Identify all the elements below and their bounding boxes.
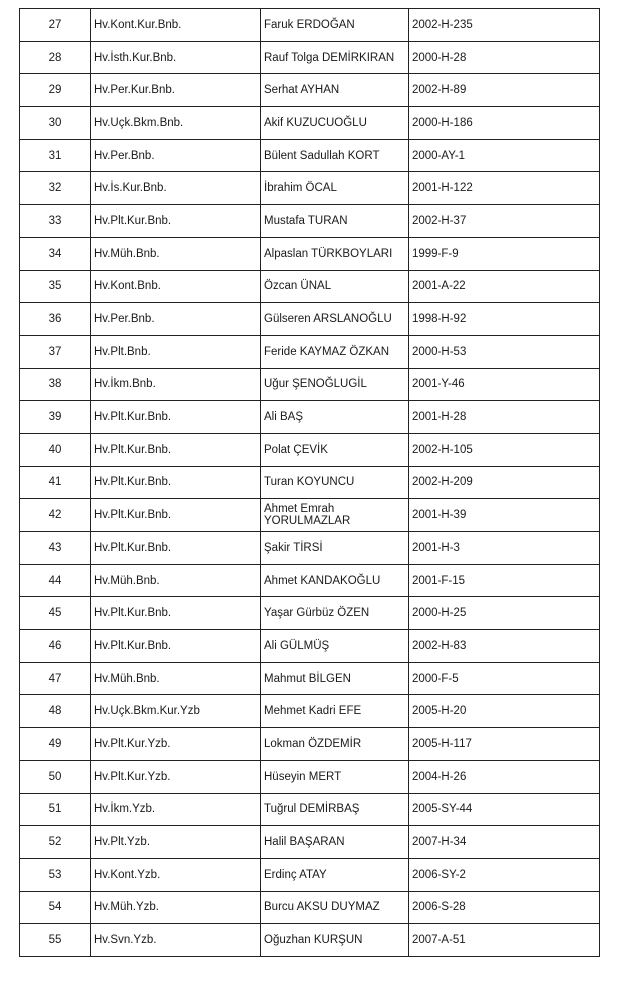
registry-code-cell: 1998-H-92 xyxy=(409,303,600,336)
table-row xyxy=(20,597,600,630)
registry-code-cell: 2001-A-22 xyxy=(409,270,600,303)
row-number: 35 xyxy=(20,270,91,303)
table-row xyxy=(20,499,600,532)
row-number: 27 xyxy=(20,9,91,42)
name-cell: Ali GÜLMÜŞ xyxy=(261,630,409,663)
row-number: 34 xyxy=(20,237,91,270)
name-cell: Serhat AYHAN xyxy=(261,74,409,107)
table-row xyxy=(20,41,600,74)
table-row xyxy=(20,172,600,205)
table-row xyxy=(20,237,600,270)
name-cell: Tuğrul DEMİRBAŞ xyxy=(261,793,409,826)
registry-code-cell: 2001-H-28 xyxy=(409,401,600,434)
table-row xyxy=(20,924,600,957)
name-cell: Turan KOYUNCU xyxy=(261,466,409,499)
registry-code-cell: 2000-H-25 xyxy=(409,597,600,630)
row-number: 33 xyxy=(20,205,91,238)
rank-cell: Hv.Per.Bnb. xyxy=(91,303,261,336)
name-cell: Mahmut BİLGEN xyxy=(261,662,409,695)
name-cell: Yaşar Gürbüz ÖZEN xyxy=(261,597,409,630)
table-row xyxy=(20,630,600,663)
table-row xyxy=(20,532,600,565)
name-cell: Ahmet Emrah YORULMAZLAR xyxy=(261,499,409,532)
table-row xyxy=(20,9,600,42)
personnel-table xyxy=(19,8,600,957)
name-cell: Mustafa TURAN xyxy=(261,205,409,238)
table-row xyxy=(20,368,600,401)
rank-cell: Hv.Plt.Kur.Bnb. xyxy=(91,433,261,466)
rank-cell: Hv.Per.Kur.Bnb. xyxy=(91,74,261,107)
rank-cell: Hv.İkm.Yzb. xyxy=(91,793,261,826)
table-row xyxy=(20,270,600,303)
table-row xyxy=(20,205,600,238)
row-number: 40 xyxy=(20,433,91,466)
registry-code-cell: 2005-SY-44 xyxy=(409,793,600,826)
row-number: 38 xyxy=(20,368,91,401)
name-cell: Lokman ÖZDEMİR xyxy=(261,728,409,761)
row-number: 31 xyxy=(20,139,91,172)
table-row xyxy=(20,695,600,728)
registry-code-cell: 2001-Y-46 xyxy=(409,368,600,401)
registry-code-cell: 2005-H-117 xyxy=(409,728,600,761)
name-cell: Feride KAYMAZ ÖZKAN xyxy=(261,335,409,368)
row-number: 51 xyxy=(20,793,91,826)
name-cell: Şakir TİRSİ xyxy=(261,532,409,565)
table-row xyxy=(20,826,600,859)
registry-code-cell: 2006-SY-2 xyxy=(409,858,600,891)
registry-code-cell: 2007-H-34 xyxy=(409,826,600,859)
row-number: 45 xyxy=(20,597,91,630)
table-row xyxy=(20,401,600,434)
rank-cell: Hv.Plt.Kur.Bnb. xyxy=(91,499,261,532)
table-row xyxy=(20,760,600,793)
name-cell: Polat ÇEVİK xyxy=(261,433,409,466)
rank-cell: Hv.Svn.Yzb. xyxy=(91,924,261,957)
name-cell: Akif KUZUCUOĞLU xyxy=(261,107,409,140)
registry-code-cell: 1999-F-9 xyxy=(409,237,600,270)
row-number: 37 xyxy=(20,335,91,368)
rank-cell: Hv.Plt.Yzb. xyxy=(91,826,261,859)
name-cell: Gülseren ARSLANOĞLU xyxy=(261,303,409,336)
row-number: 30 xyxy=(20,107,91,140)
registry-code-cell: 2000-H-53 xyxy=(409,335,600,368)
table-row xyxy=(20,107,600,140)
table-row xyxy=(20,466,600,499)
rank-cell: Hv.Plt.Kur.Bnb. xyxy=(91,205,261,238)
registry-code-cell: 2002-H-105 xyxy=(409,433,600,466)
table-row xyxy=(20,858,600,891)
row-number: 44 xyxy=(20,564,91,597)
registry-code-cell: 2000-H-186 xyxy=(409,107,600,140)
table-row xyxy=(20,564,600,597)
registry-code-cell: 2001-H-3 xyxy=(409,532,600,565)
row-number: 32 xyxy=(20,172,91,205)
rank-cell: Hv.Plt.Kur.Yzb. xyxy=(91,728,261,761)
row-number: 55 xyxy=(20,924,91,957)
registry-code-cell: 2001-H-39 xyxy=(409,499,600,532)
row-number: 29 xyxy=(20,74,91,107)
rank-cell: Hv.Plt.Kur.Bnb. xyxy=(91,597,261,630)
name-cell: Burcu AKSU DUYMAZ xyxy=(261,891,409,924)
registry-code-cell: 2001-F-15 xyxy=(409,564,600,597)
rank-cell: Hv.Müh.Bnb. xyxy=(91,564,261,597)
rank-cell: Hv.Müh.Bnb. xyxy=(91,237,261,270)
name-cell: Erdinç ATAY xyxy=(261,858,409,891)
table-row xyxy=(20,728,600,761)
row-number: 49 xyxy=(20,728,91,761)
registry-code-cell: 2005-H-20 xyxy=(409,695,600,728)
name-cell: Alpaslan TÜRKBOYLARI xyxy=(261,237,409,270)
row-number: 48 xyxy=(20,695,91,728)
rank-cell: Hv.Per.Bnb. xyxy=(91,139,261,172)
rank-cell: Hv.Uçk.Bkm.Kur.Yzb xyxy=(91,695,261,728)
row-number: 28 xyxy=(20,41,91,74)
name-cell: Faruk ERDOĞAN xyxy=(261,9,409,42)
registry-code-cell: 2006-S-28 xyxy=(409,891,600,924)
name-cell: Mehmet Kadri EFE xyxy=(261,695,409,728)
registry-code-cell: 2000-H-28 xyxy=(409,41,600,74)
row-number: 41 xyxy=(20,466,91,499)
table-row xyxy=(20,74,600,107)
rank-cell: Hv.Plt.Kur.Bnb. xyxy=(91,401,261,434)
row-number: 43 xyxy=(20,532,91,565)
table-row xyxy=(20,662,600,695)
table-row xyxy=(20,139,600,172)
name-cell: Özcan ÜNAL xyxy=(261,270,409,303)
personnel-table-body xyxy=(20,9,600,957)
table-row xyxy=(20,335,600,368)
table-row xyxy=(20,793,600,826)
rank-cell: Hv.Plt.Kur.Yzb. xyxy=(91,760,261,793)
name-cell: Hüseyin MERT xyxy=(261,760,409,793)
row-number: 42 xyxy=(20,499,91,532)
rank-cell: Hv.Plt.Kur.Bnb. xyxy=(91,532,261,565)
registry-code-cell: 2002-H-37 xyxy=(409,205,600,238)
rank-cell: Hv.İsth.Kur.Bnb. xyxy=(91,41,261,74)
registry-code-cell: 2002-H-209 xyxy=(409,466,600,499)
name-cell: Ali BAŞ xyxy=(261,401,409,434)
name-cell: Halil BAŞARAN xyxy=(261,826,409,859)
registry-code-cell: 2002-H-89 xyxy=(409,74,600,107)
rank-cell: Hv.İs.Kur.Bnb. xyxy=(91,172,261,205)
registry-code-cell: 2000-AY-1 xyxy=(409,139,600,172)
name-cell: Ahmet KANDAKOĞLU xyxy=(261,564,409,597)
rank-cell: Hv.Plt.Kur.Bnb. xyxy=(91,630,261,663)
name-cell: Rauf Tolga DEMİRKIRAN xyxy=(261,41,409,74)
rank-cell: Hv.Müh.Bnb. xyxy=(91,662,261,695)
row-number: 47 xyxy=(20,662,91,695)
row-number: 54 xyxy=(20,891,91,924)
row-number: 46 xyxy=(20,630,91,663)
name-cell: Bülent Sadullah KORT xyxy=(261,139,409,172)
registry-code-cell: 2007-A-51 xyxy=(409,924,600,957)
registry-code-cell: 2002-H-83 xyxy=(409,630,600,663)
registry-code-cell: 2001-H-122 xyxy=(409,172,600,205)
rank-cell: Hv.Kont.Yzb. xyxy=(91,858,261,891)
rank-cell: Hv.Kont.Kur.Bnb. xyxy=(91,9,261,42)
row-number: 36 xyxy=(20,303,91,336)
registry-code-cell: 2004-H-26 xyxy=(409,760,600,793)
registry-code-cell: 2000-F-5 xyxy=(409,662,600,695)
table-row xyxy=(20,891,600,924)
name-cell: Uğur ŞENOĞLUGİL xyxy=(261,368,409,401)
rank-cell: Hv.Müh.Yzb. xyxy=(91,891,261,924)
name-cell: İbrahim ÖCAL xyxy=(261,172,409,205)
table-row xyxy=(20,303,600,336)
rank-cell: Hv.İkm.Bnb. xyxy=(91,368,261,401)
rank-cell: Hv.Uçk.Bkm.Bnb. xyxy=(91,107,261,140)
rank-cell: Hv.Kont.Bnb. xyxy=(91,270,261,303)
registry-code-cell: 2002-H-235 xyxy=(409,9,600,42)
rank-cell: Hv.Plt.Kur.Bnb. xyxy=(91,466,261,499)
row-number: 50 xyxy=(20,760,91,793)
name-cell: Oğuzhan KURŞUN xyxy=(261,924,409,957)
rank-cell: Hv.Plt.Bnb. xyxy=(91,335,261,368)
row-number: 52 xyxy=(20,826,91,859)
table-row xyxy=(20,433,600,466)
row-number: 39 xyxy=(20,401,91,434)
row-number: 53 xyxy=(20,858,91,891)
